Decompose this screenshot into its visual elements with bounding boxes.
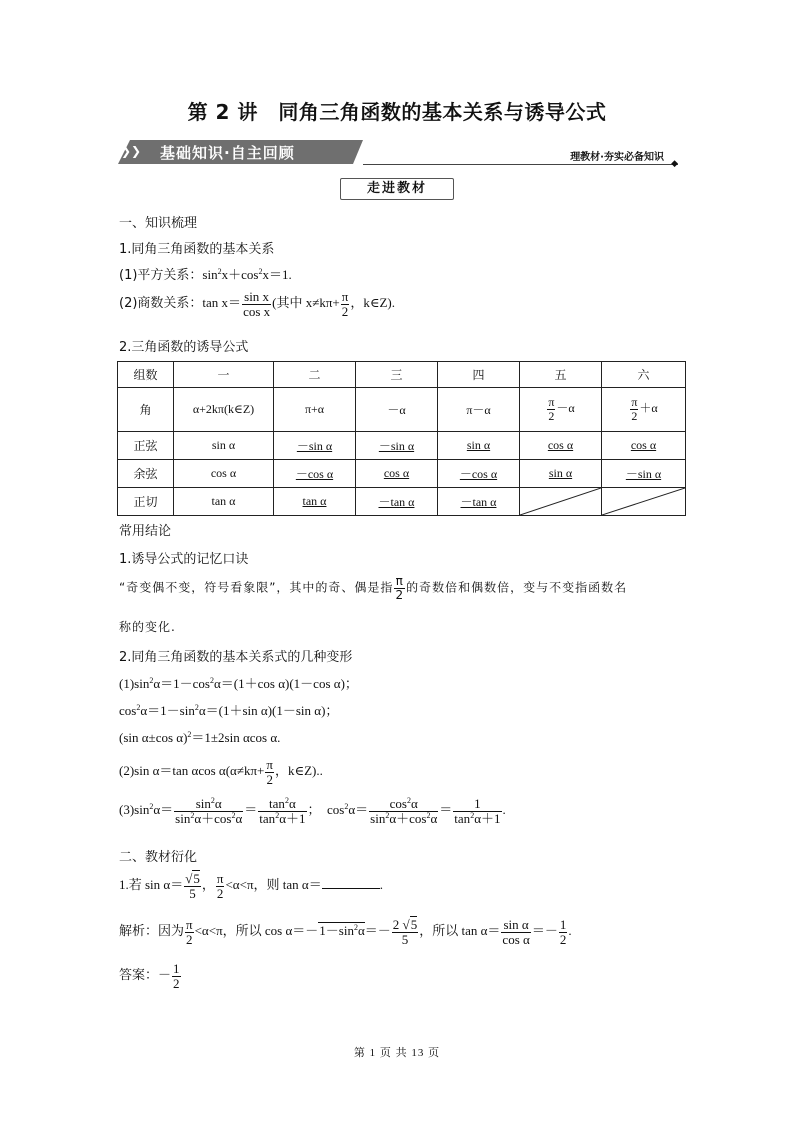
formula-1b: $\cos^2\alpha=1-\sin^2\alpha=(1+\sin$ α)(1－sin α)； [119, 703, 339, 718]
heading-transform: 2.同角三角函数的基本关系式的几种变形 [119, 650, 353, 665]
answer: 答案：－ $\frac{1}{2}$ [119, 961, 180, 991]
table-cell: tan α [274, 488, 356, 516]
table-cell: sin α [174, 432, 274, 460]
table-cell: 角 [118, 388, 174, 432]
exercise-1: 1.若 sin α＝ $\frac{√5}{5}$ ， $\frac{\pi}{2}$ <α<π，则 tan α＝ . [119, 871, 383, 901]
table-cell: α+2kπ(k∈Z) [174, 388, 274, 432]
chevron-icon: ❯❯ [121, 144, 142, 158]
table-cell: 组数 [118, 362, 174, 388]
table-cell: －cos α [274, 460, 356, 488]
table-cell: cos α [174, 460, 274, 488]
formula-2: (2)sin α＝tan αcos α(α≠kπ+ $\frac{\pi}{2}$ ，k∈Z).. [119, 757, 323, 787]
table-cell: π－α [438, 388, 520, 432]
banner-title: 基础知识·自主回顾 [160, 144, 295, 162]
page-footer: 第 1 页 共 13 页 [353, 1047, 441, 1059]
section-banner [118, 138, 678, 168]
table-cell: cos α [356, 460, 438, 488]
formula-1a: $(1)\sin^2\alpha=1-\cos^2\alpha=(1+\cos$ α)(1－cos α)； [119, 676, 358, 691]
table-cell: 四 [438, 362, 520, 388]
table-cell: cos α [520, 432, 602, 460]
banner-rule [363, 164, 678, 165]
table-row [118, 432, 686, 460]
table-cell-empty [520, 488, 602, 516]
heading-mnemonic: 1.诱导公式的记忆口诀 [119, 552, 249, 567]
table-cell: π+α [274, 388, 356, 432]
table-row [118, 460, 686, 488]
table-cell: 二 [274, 362, 356, 388]
table-cell: －tan α [356, 488, 438, 516]
banner-subtitle: 理教材·夯实必备知识 [570, 152, 664, 163]
table-cell: －sin α [356, 432, 438, 460]
table-cell: 三 [356, 362, 438, 388]
common-conclusions: 常用结论 [119, 524, 172, 539]
table-cell: 五 [520, 362, 602, 388]
table-cell: $\frac{\pi}{2}$ －α [520, 388, 602, 432]
label: (2)商数关系： [119, 296, 203, 312]
table-cell: 六 [602, 362, 686, 388]
table-cell-empty [602, 488, 686, 516]
formula-1c: (sin α±cos α)$^2$＝1±2sin αcos α. [119, 730, 281, 745]
label: (1)平方关系： [119, 268, 203, 283]
answer-blank [322, 888, 380, 889]
heading-basic-relation: 1.同角三角函数的基本关系 [119, 242, 275, 257]
table-cell: $\frac{\pi}{2}$ ＋α [602, 388, 686, 432]
heading-textbook: 二、教材衍化 [119, 850, 198, 865]
square-relation: (1)平方关系：$\sin^2x+\cos^2x=1$. [119, 267, 292, 283]
table-row [118, 488, 686, 516]
table-row [118, 362, 686, 388]
table-cell: －α [356, 388, 438, 432]
table-cell: cos α [602, 432, 686, 460]
table-cell: －sin α [274, 432, 356, 460]
table-cell: 余弦 [118, 460, 174, 488]
table-cell: tan α [174, 488, 274, 516]
mnemonic-text-end: 称的变化. [119, 620, 176, 634]
quotient-relation: (2)商数关系：tan x＝ $\frac{\text{sin x}}{\text{cos x}}$ (其中 x≠kπ+ $\frac{\pi}{2}$ ，k∈Z). [119, 289, 395, 319]
table-cell: 正切 [118, 488, 174, 516]
table-cell: －tan α [438, 488, 520, 516]
table-cell: 正弦 [118, 432, 174, 460]
solution: 解析：因为 $\frac{\pi}{2}$ <α<π，所以 $\cos \alpha=-1-\sin^2\alpha=-$ $\frac{2 √5}{5}$ ，所以 tan α＝ $\frac{\text{sin α}}{\text{cos α}}$ ＝－ $\frac{1}{2}$ . [119, 917, 572, 947]
text: “奇变偶不变，符号看象限”，其中的奇、偶是指 [119, 580, 394, 595]
mnemonic-text: “奇变偶不变，符号看象限”，其中的奇、偶是指 $\frac{\pi}{2}$ 的奇数倍和偶数倍，变与不变指函数名 [119, 574, 628, 602]
table-cell: －cos α [438, 460, 520, 488]
table-cell: sin α [520, 460, 602, 488]
heading-knowledge: 一、知识梳理 [119, 216, 198, 231]
table-cell: 一 [174, 362, 274, 388]
sub-banner: 走进教材 [340, 178, 454, 200]
formula-3: $(3)\sin^2\alpha=$ $\frac{\sin^2\alpha}{\sin^2\alpha+\cos^2\alpha}$ ＝ $\frac{\tan^2\alpha}{\tan^2\alpha+1}$ ； $\cos^2\alpha=$ $\frac{\cos^2\alpha}{\sin^2\alpha+\cos^2\alpha}$ ＝ $\frac{1}{\tan^2\alpha+1}$ . [119, 796, 506, 826]
page-title: 第 2 讲 同角三角函数的基本关系与诱导公式 [187, 100, 607, 124]
heading-reduction: 2.三角函数的诱导公式 [119, 340, 249, 355]
reduction-table [117, 361, 686, 516]
table-cell: sin α [438, 432, 520, 460]
table-row [118, 388, 686, 432]
table-cell: －sin α [602, 460, 686, 488]
text: 的奇数倍和偶数倍，变与不变指函数名 [406, 580, 628, 595]
diamond-icon: ◆ [671, 158, 678, 168]
